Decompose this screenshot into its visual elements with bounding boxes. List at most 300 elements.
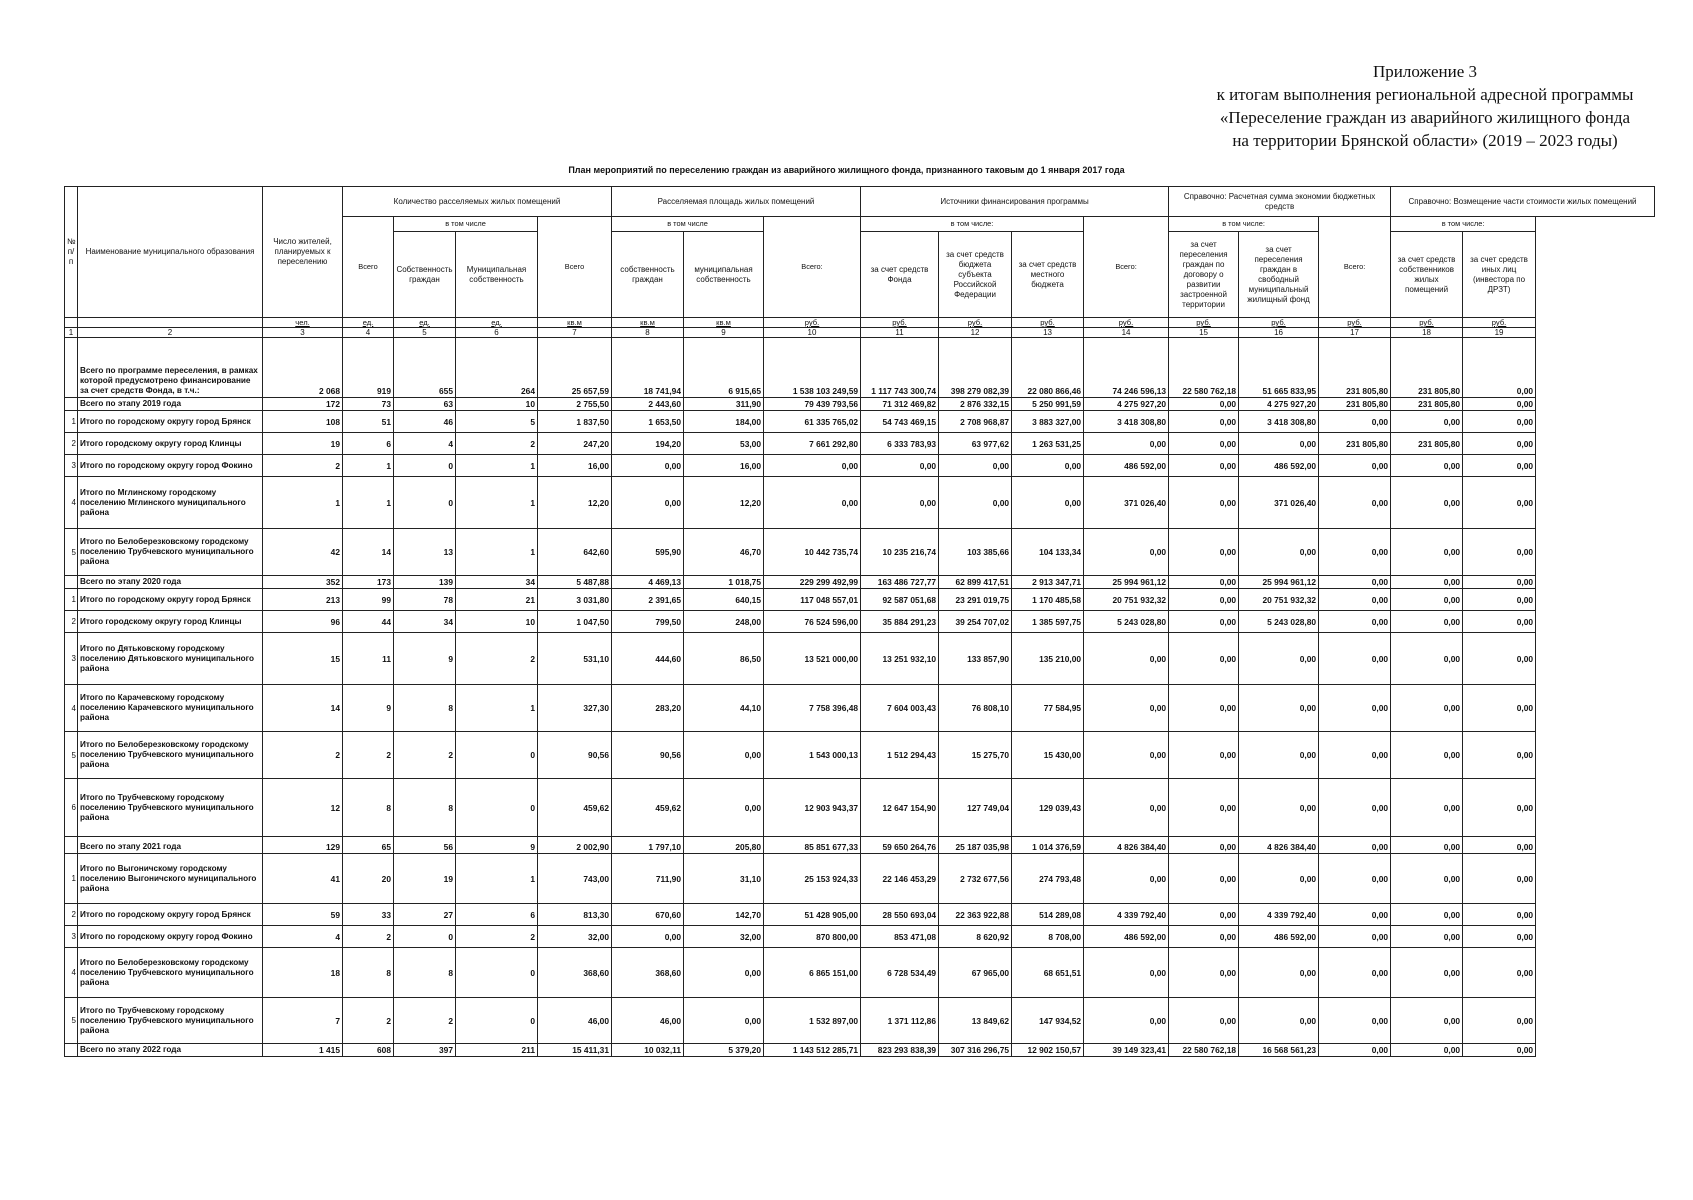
value-cell: 0,00 — [1084, 998, 1169, 1044]
row-number: 5 — [65, 998, 78, 1044]
value-cell: 1 170 485,58 — [1012, 589, 1084, 611]
value-cell: 0,00 — [861, 455, 939, 477]
value-cell: 0,00 — [1319, 926, 1391, 948]
value-cell: 11 — [343, 633, 394, 685]
value-cell: 25 994 961,12 — [1239, 576, 1319, 589]
value-cell: 231 805,80 — [1391, 338, 1463, 398]
value-cell: 59 650 264,76 — [861, 837, 939, 854]
value-cell: 4 — [263, 926, 343, 948]
row-number: 6 — [65, 779, 78, 837]
value-cell: 0,00 — [1239, 998, 1319, 1044]
units-row — [65, 318, 1655, 328]
value-cell: 247,20 — [538, 433, 612, 455]
value-cell: 9 — [394, 633, 456, 685]
col-header-src-fund: за счет средств Фонда — [861, 232, 939, 318]
row-number: 1 — [65, 411, 78, 433]
row-name: Итого по Белоберезковскому городскому поселению Трубчевского муниципального района — [78, 529, 263, 576]
value-cell: 0,00 — [1319, 529, 1391, 576]
value-cell: 32,00 — [684, 926, 764, 948]
value-cell: 0,00 — [1239, 685, 1319, 732]
value-cell: 0,00 — [1319, 576, 1391, 589]
row-name: Итого по городскому округу город Брянск — [78, 589, 263, 611]
value-cell: 2 — [343, 998, 394, 1044]
value-cell: 4 469,13 — [612, 576, 684, 589]
value-cell: 0,00 — [1463, 576, 1536, 589]
unit-cell: ед. — [394, 318, 456, 328]
appendix-header-line: «Переселение граждан из аварийного жилищного фонда — [1219, 108, 1631, 127]
value-cell: 283,20 — [612, 685, 684, 732]
column-number-cell: 19 — [1463, 328, 1536, 338]
value-cell: 20 751 932,32 — [1084, 589, 1169, 611]
row-name: Итого по Дятьковскому городскому поселению Дятьковского муниципального района — [78, 633, 263, 685]
value-cell: 655 — [394, 338, 456, 398]
value-cell: 0,00 — [1169, 576, 1239, 589]
value-cell: 46 — [394, 411, 456, 433]
value-cell: 327,30 — [538, 685, 612, 732]
col-header-name: Наименование муниципального образования — [78, 187, 263, 318]
value-cell: 0 — [456, 732, 538, 779]
value-cell: 14 — [263, 685, 343, 732]
value-cell: 1 385 597,75 — [1012, 611, 1084, 633]
value-cell: 1 — [456, 529, 538, 576]
value-cell: 22 580 762,18 — [1169, 1044, 1239, 1057]
row-name: Итого по Белоберезковскому городскому поселению Трубчевского муниципального района — [78, 948, 263, 998]
row-number — [65, 398, 78, 411]
resettlement-plan-table — [64, 186, 1655, 1057]
value-cell: 640,15 — [684, 589, 764, 611]
value-cell: 5 487,88 — [538, 576, 612, 589]
row-number: 3 — [65, 926, 78, 948]
value-cell: 0,00 — [1391, 611, 1463, 633]
value-cell: 6 — [343, 433, 394, 455]
value-cell: 0,00 — [1319, 837, 1391, 854]
col-header-rooms-total: Всего — [343, 217, 394, 318]
value-cell: 0,00 — [1239, 433, 1319, 455]
value-cell: 0,00 — [1463, 477, 1536, 529]
row-number: 4 — [65, 477, 78, 529]
value-cell: 1 263 531,25 — [1012, 433, 1084, 455]
unit-cell: руб. — [764, 318, 861, 328]
column-number-cell: 11 — [861, 328, 939, 338]
value-cell: 2 876 332,15 — [939, 398, 1012, 411]
value-cell: 0,00 — [1391, 948, 1463, 998]
value-cell: 0,00 — [939, 477, 1012, 529]
value-cell: 0,00 — [1169, 411, 1239, 433]
value-cell: 0,00 — [612, 477, 684, 529]
value-cell: 18 — [263, 948, 343, 998]
value-cell: 78 — [394, 589, 456, 611]
value-cell: 127 749,04 — [939, 779, 1012, 837]
column-number-cell: 10 — [764, 328, 861, 338]
col-group-savings: Справочно: Расчетная сумма экономии бюджетных средств — [1169, 187, 1391, 217]
unit-cell: чел. — [263, 318, 343, 328]
value-cell: 173 — [343, 576, 394, 589]
value-cell: 823 293 838,39 — [861, 1044, 939, 1057]
row-name: Итого по Выгоничскому городскому поселению Выгоничского муниципального района — [78, 854, 263, 904]
value-cell: 0,00 — [1391, 576, 1463, 589]
value-cell: 8 — [394, 779, 456, 837]
value-cell: 0,00 — [1169, 477, 1239, 529]
value-cell: 1 653,50 — [612, 411, 684, 433]
value-cell: 0,00 — [1169, 926, 1239, 948]
value-cell: 0,00 — [1319, 685, 1391, 732]
value-cell: 0,00 — [684, 779, 764, 837]
value-cell: 44 — [343, 611, 394, 633]
value-cell: 486 592,00 — [1239, 455, 1319, 477]
value-cell: 608 — [343, 1044, 394, 1057]
value-cell: 4 275 927,20 — [1084, 398, 1169, 411]
unit-cell: руб. — [1012, 318, 1084, 328]
value-cell: 139 — [394, 576, 456, 589]
value-cell: 0 — [394, 455, 456, 477]
value-cell: 0,00 — [1391, 633, 1463, 685]
value-cell: 0,00 — [1463, 398, 1536, 411]
value-cell: 0,00 — [1169, 948, 1239, 998]
value-cell: 2 755,50 — [538, 398, 612, 411]
value-cell: 0,00 — [1391, 854, 1463, 904]
value-cell: 0,00 — [1319, 589, 1391, 611]
value-cell: 6 — [456, 904, 538, 926]
row-number: 3 — [65, 455, 78, 477]
table-total-row — [65, 837, 1655, 854]
col-header-rooms-municipal: Муниципальная собственность — [456, 232, 538, 318]
row-name: Итого городскому округу город Клинцы — [78, 611, 263, 633]
table-row — [65, 611, 1655, 633]
value-cell: 0,00 — [1239, 948, 1319, 998]
value-cell: 0,00 — [1169, 904, 1239, 926]
table-row — [65, 477, 1655, 529]
col-header-comp-owners: за счет средств собственников жилых помещений — [1391, 232, 1463, 318]
value-cell: 0,00 — [1012, 455, 1084, 477]
value-cell: 2 002,90 — [538, 837, 612, 854]
value-cell: 63 — [394, 398, 456, 411]
value-cell: 6 333 783,93 — [861, 433, 939, 455]
value-cell: 0,00 — [1463, 433, 1536, 455]
value-cell: 12 903 943,37 — [764, 779, 861, 837]
table-row — [65, 529, 1655, 576]
value-cell: 108 — [263, 411, 343, 433]
value-cell: 8 — [343, 948, 394, 998]
value-cell: 23 291 019,75 — [939, 589, 1012, 611]
value-cell: 53,00 — [684, 433, 764, 455]
row-name: Всего по этапу 2022 года — [78, 1044, 263, 1057]
unit-cell: руб. — [1391, 318, 1463, 328]
value-cell: 62 899 417,51 — [939, 576, 1012, 589]
value-cell: 231 805,80 — [1319, 398, 1391, 411]
value-cell: 39 254 707,02 — [939, 611, 1012, 633]
value-cell: 0,00 — [1084, 633, 1169, 685]
value-cell: 20 751 932,32 — [1239, 589, 1319, 611]
value-cell: 0,00 — [1391, 685, 1463, 732]
value-cell: 32,00 — [538, 926, 612, 948]
value-cell: 853 471,08 — [861, 926, 939, 948]
value-cell: 0,00 — [1169, 779, 1239, 837]
value-cell: 16 568 561,23 — [1239, 1044, 1319, 1057]
value-cell: 3 031,80 — [538, 589, 612, 611]
value-cell: 0,00 — [1463, 854, 1536, 904]
col-header-rooms-private: Собственность граждан — [394, 232, 456, 318]
value-cell: 0,00 — [1239, 529, 1319, 576]
value-cell: 1 837,50 — [538, 411, 612, 433]
value-cell: 86,50 — [684, 633, 764, 685]
value-cell: 0,00 — [1463, 633, 1536, 685]
value-cell: 0,00 — [1391, 1044, 1463, 1057]
value-cell: 311,90 — [684, 398, 764, 411]
table-row — [65, 904, 1655, 926]
row-number: 2 — [65, 611, 78, 633]
value-cell: 34 — [394, 611, 456, 633]
value-cell: 0,00 — [1169, 455, 1239, 477]
value-cell: 10 235 216,74 — [861, 529, 939, 576]
value-cell: 595,90 — [612, 529, 684, 576]
row-name: Итого по городскому округу город Фокино — [78, 926, 263, 948]
value-cell: 514 289,08 — [1012, 904, 1084, 926]
value-cell: 90,56 — [538, 732, 612, 779]
value-cell: 0,00 — [861, 477, 939, 529]
value-cell: 2 068 — [263, 338, 343, 398]
value-cell: 0,00 — [1169, 589, 1239, 611]
value-cell: 0,00 — [1463, 926, 1536, 948]
value-cell: 77 584,95 — [1012, 685, 1084, 732]
column-number-cell: 18 — [1391, 328, 1463, 338]
value-cell: 14 — [343, 529, 394, 576]
row-name: Итого по Белоберезковскому городскому поселению Трубчевского муниципального района — [78, 732, 263, 779]
value-cell: 27 — [394, 904, 456, 926]
incl-label: в том числе — [612, 217, 764, 232]
value-cell: 0,00 — [1319, 1044, 1391, 1057]
value-cell: 0,00 — [1169, 998, 1239, 1044]
row-name: Итого по городскому округу город Брянск — [78, 411, 263, 433]
value-cell: 1 047,50 — [538, 611, 612, 633]
row-number — [65, 576, 78, 589]
value-cell: 1 — [456, 854, 538, 904]
value-cell: 65 — [343, 837, 394, 854]
value-cell: 0,00 — [1319, 477, 1391, 529]
value-cell: 6 865 151,00 — [764, 948, 861, 998]
value-cell: 56 — [394, 837, 456, 854]
value-cell: 0,00 — [1391, 455, 1463, 477]
value-cell: 46,00 — [538, 998, 612, 1044]
value-cell: 7 758 396,48 — [764, 685, 861, 732]
incl-label: в том числе: — [861, 217, 1084, 232]
value-cell: 7 — [263, 998, 343, 1044]
value-cell: 0,00 — [1391, 998, 1463, 1044]
value-cell: 0,00 — [1463, 732, 1536, 779]
col-group-compensation: Справочно: Возмещение части стоимости жилых помещений — [1391, 187, 1655, 217]
value-cell: 0,00 — [1169, 433, 1239, 455]
column-number-cell: 4 — [343, 328, 394, 338]
value-cell: 0,00 — [1084, 732, 1169, 779]
value-cell: 1 — [456, 685, 538, 732]
plan-title: План мероприятий по переселению граждан из аварийного жилищного фонда, признанного таковым до 1 января 2017 года — [568, 165, 1125, 175]
value-cell: 0,00 — [1463, 589, 1536, 611]
value-cell: 3 418 308,80 — [1084, 411, 1169, 433]
value-cell: 46,00 — [612, 998, 684, 1044]
value-cell: 486 592,00 — [1084, 455, 1169, 477]
value-cell: 13 849,62 — [939, 998, 1012, 1044]
value-cell: 743,00 — [538, 854, 612, 904]
table-body — [65, 338, 1655, 1057]
value-cell: 51 665 833,95 — [1239, 338, 1319, 398]
value-cell: 0,00 — [1169, 837, 1239, 854]
col-header-sav-contract: за счет переселения граждан по договору о развитии застроенной территории — [1169, 232, 1239, 318]
value-cell: 74 246 596,13 — [1084, 338, 1169, 398]
value-cell: 67 965,00 — [939, 948, 1012, 998]
value-cell: 0 — [456, 948, 538, 998]
value-cell: 4 826 384,40 — [1239, 837, 1319, 854]
value-cell: 2 913 347,71 — [1012, 576, 1084, 589]
value-cell: 0,00 — [1319, 854, 1391, 904]
value-cell: 368,60 — [612, 948, 684, 998]
value-cell: 0,00 — [1463, 455, 1536, 477]
row-name: Всего по этапу 2019 года — [78, 398, 263, 411]
value-cell: 0 — [394, 477, 456, 529]
column-numbers-row — [65, 328, 1655, 338]
value-cell: 0,00 — [1239, 854, 1319, 904]
value-cell: 0,00 — [1319, 411, 1391, 433]
value-cell: 172 — [263, 398, 343, 411]
table-row — [65, 998, 1655, 1044]
unit-cell-empty — [65, 318, 78, 328]
unit-cell: ед. — [343, 318, 394, 328]
unit-cell: руб. — [1463, 318, 1536, 328]
value-cell: 133 857,90 — [939, 633, 1012, 685]
value-cell: 10 — [456, 611, 538, 633]
value-cell: 147 934,52 — [1012, 998, 1084, 1044]
value-cell: 642,60 — [538, 529, 612, 576]
column-number-cell: 12 — [939, 328, 1012, 338]
value-cell: 274 793,48 — [1012, 854, 1084, 904]
value-cell: 5 243 028,80 — [1239, 611, 1319, 633]
row-name: Итого по городскому округу город Фокино — [78, 455, 263, 477]
value-cell: 0,00 — [1084, 854, 1169, 904]
value-cell: 0,00 — [1391, 732, 1463, 779]
column-number-cell: 15 — [1169, 328, 1239, 338]
value-cell: 25 153 924,33 — [764, 854, 861, 904]
value-cell: 397 — [394, 1044, 456, 1057]
value-cell: 68 651,51 — [1012, 948, 1084, 998]
col-group-sources: Источники финансирования программы — [861, 187, 1169, 217]
value-cell: 194,20 — [612, 433, 684, 455]
value-cell: 1 014 376,59 — [1012, 837, 1084, 854]
table-row — [65, 926, 1655, 948]
value-cell: 13 521 000,00 — [764, 633, 861, 685]
value-cell: 0,00 — [1463, 948, 1536, 998]
value-cell: 0,00 — [612, 455, 684, 477]
table-row — [65, 732, 1655, 779]
value-cell: 15 275,70 — [939, 732, 1012, 779]
value-cell: 0,00 — [1463, 411, 1536, 433]
unit-cell-empty — [78, 318, 263, 328]
value-cell: 3 883 327,00 — [1012, 411, 1084, 433]
col-header-area-municipal: муниципальная собственность — [684, 232, 764, 318]
value-cell: 0,00 — [1169, 685, 1239, 732]
table-total-row — [65, 398, 1655, 411]
table-row — [65, 433, 1655, 455]
value-cell: 12,20 — [684, 477, 764, 529]
row-number: 4 — [65, 685, 78, 732]
row-name: Итого по Трубчевскому городскому поселению Трубчевского муниципального района — [78, 779, 263, 837]
value-cell: 352 — [263, 576, 343, 589]
table-row — [65, 685, 1655, 732]
row-number: 5 — [65, 732, 78, 779]
value-cell: 371 026,40 — [1084, 477, 1169, 529]
value-cell: 0,00 — [1084, 529, 1169, 576]
col-header-src-region: за счет средств бюджета субъекта Российской Федерации — [939, 232, 1012, 318]
row-number: 2 — [65, 904, 78, 926]
value-cell: 4 339 792,40 — [1084, 904, 1169, 926]
value-cell: 0,00 — [1391, 529, 1463, 576]
value-cell: 1 018,75 — [684, 576, 764, 589]
value-cell: 7 604 003,43 — [861, 685, 939, 732]
value-cell: 21 — [456, 589, 538, 611]
value-cell: 1 — [456, 477, 538, 529]
unit-cell: ед. — [456, 318, 538, 328]
value-cell: 0,00 — [1169, 732, 1239, 779]
value-cell: 0 — [456, 779, 538, 837]
value-cell: 371 026,40 — [1239, 477, 1319, 529]
value-cell: 231 805,80 — [1319, 338, 1391, 398]
value-cell: 0,00 — [764, 477, 861, 529]
col-header-src-total: Всего: — [764, 217, 861, 318]
value-cell: 0,00 — [1169, 854, 1239, 904]
col-header-residents: Число жителей, планируемых к переселению — [263, 187, 343, 318]
unit-cell: кв.м — [684, 318, 764, 328]
table-row — [65, 633, 1655, 685]
value-cell: 16,00 — [684, 455, 764, 477]
value-cell: 44,10 — [684, 685, 764, 732]
value-cell: 142,70 — [684, 904, 764, 926]
value-cell: 1 538 103 249,59 — [764, 338, 861, 398]
incl-label: в том числе: — [1169, 217, 1319, 232]
row-name: Итого по городскому округу город Брянск — [78, 904, 263, 926]
table-row — [65, 411, 1655, 433]
value-cell: 2 — [456, 433, 538, 455]
col-header-comp-total: Всего: — [1319, 217, 1391, 318]
value-cell: 870 800,00 — [764, 926, 861, 948]
incl-label: в том числе: — [1391, 217, 1536, 232]
value-cell: 0,00 — [1319, 732, 1391, 779]
value-cell: 0,00 — [1169, 633, 1239, 685]
value-cell: 711,90 — [612, 854, 684, 904]
unit-cell: кв.м — [538, 318, 612, 328]
value-cell: 79 439 793,56 — [764, 398, 861, 411]
value-cell: 8 — [394, 685, 456, 732]
value-cell: 1 543 000,13 — [764, 732, 861, 779]
unit-cell: руб. — [1239, 318, 1319, 328]
value-cell: 6 915,65 — [684, 338, 764, 398]
value-cell: 0,00 — [1319, 611, 1391, 633]
value-cell: 22 080 866,46 — [1012, 338, 1084, 398]
appendix-header — [1190, 60, 1660, 152]
value-cell: 307 316 296,75 — [939, 1044, 1012, 1057]
value-cell: 22 580 762,18 — [1169, 338, 1239, 398]
value-cell: 2 — [394, 732, 456, 779]
value-cell: 0,00 — [1463, 338, 1536, 398]
col-header-sav-total: Всего: — [1084, 217, 1169, 318]
row-number: 5 — [65, 529, 78, 576]
value-cell: 163 486 727,77 — [861, 576, 939, 589]
value-cell: 12 — [263, 779, 343, 837]
value-cell: 8 — [394, 948, 456, 998]
value-cell: 8 620,92 — [939, 926, 1012, 948]
value-cell: 0,00 — [1391, 926, 1463, 948]
value-cell: 0,00 — [1391, 411, 1463, 433]
col-header-area-private: собственность граждан — [612, 232, 684, 318]
value-cell: 0,00 — [1084, 779, 1169, 837]
value-cell: 1 143 512 285,71 — [764, 1044, 861, 1057]
value-cell: 0,00 — [1084, 948, 1169, 998]
